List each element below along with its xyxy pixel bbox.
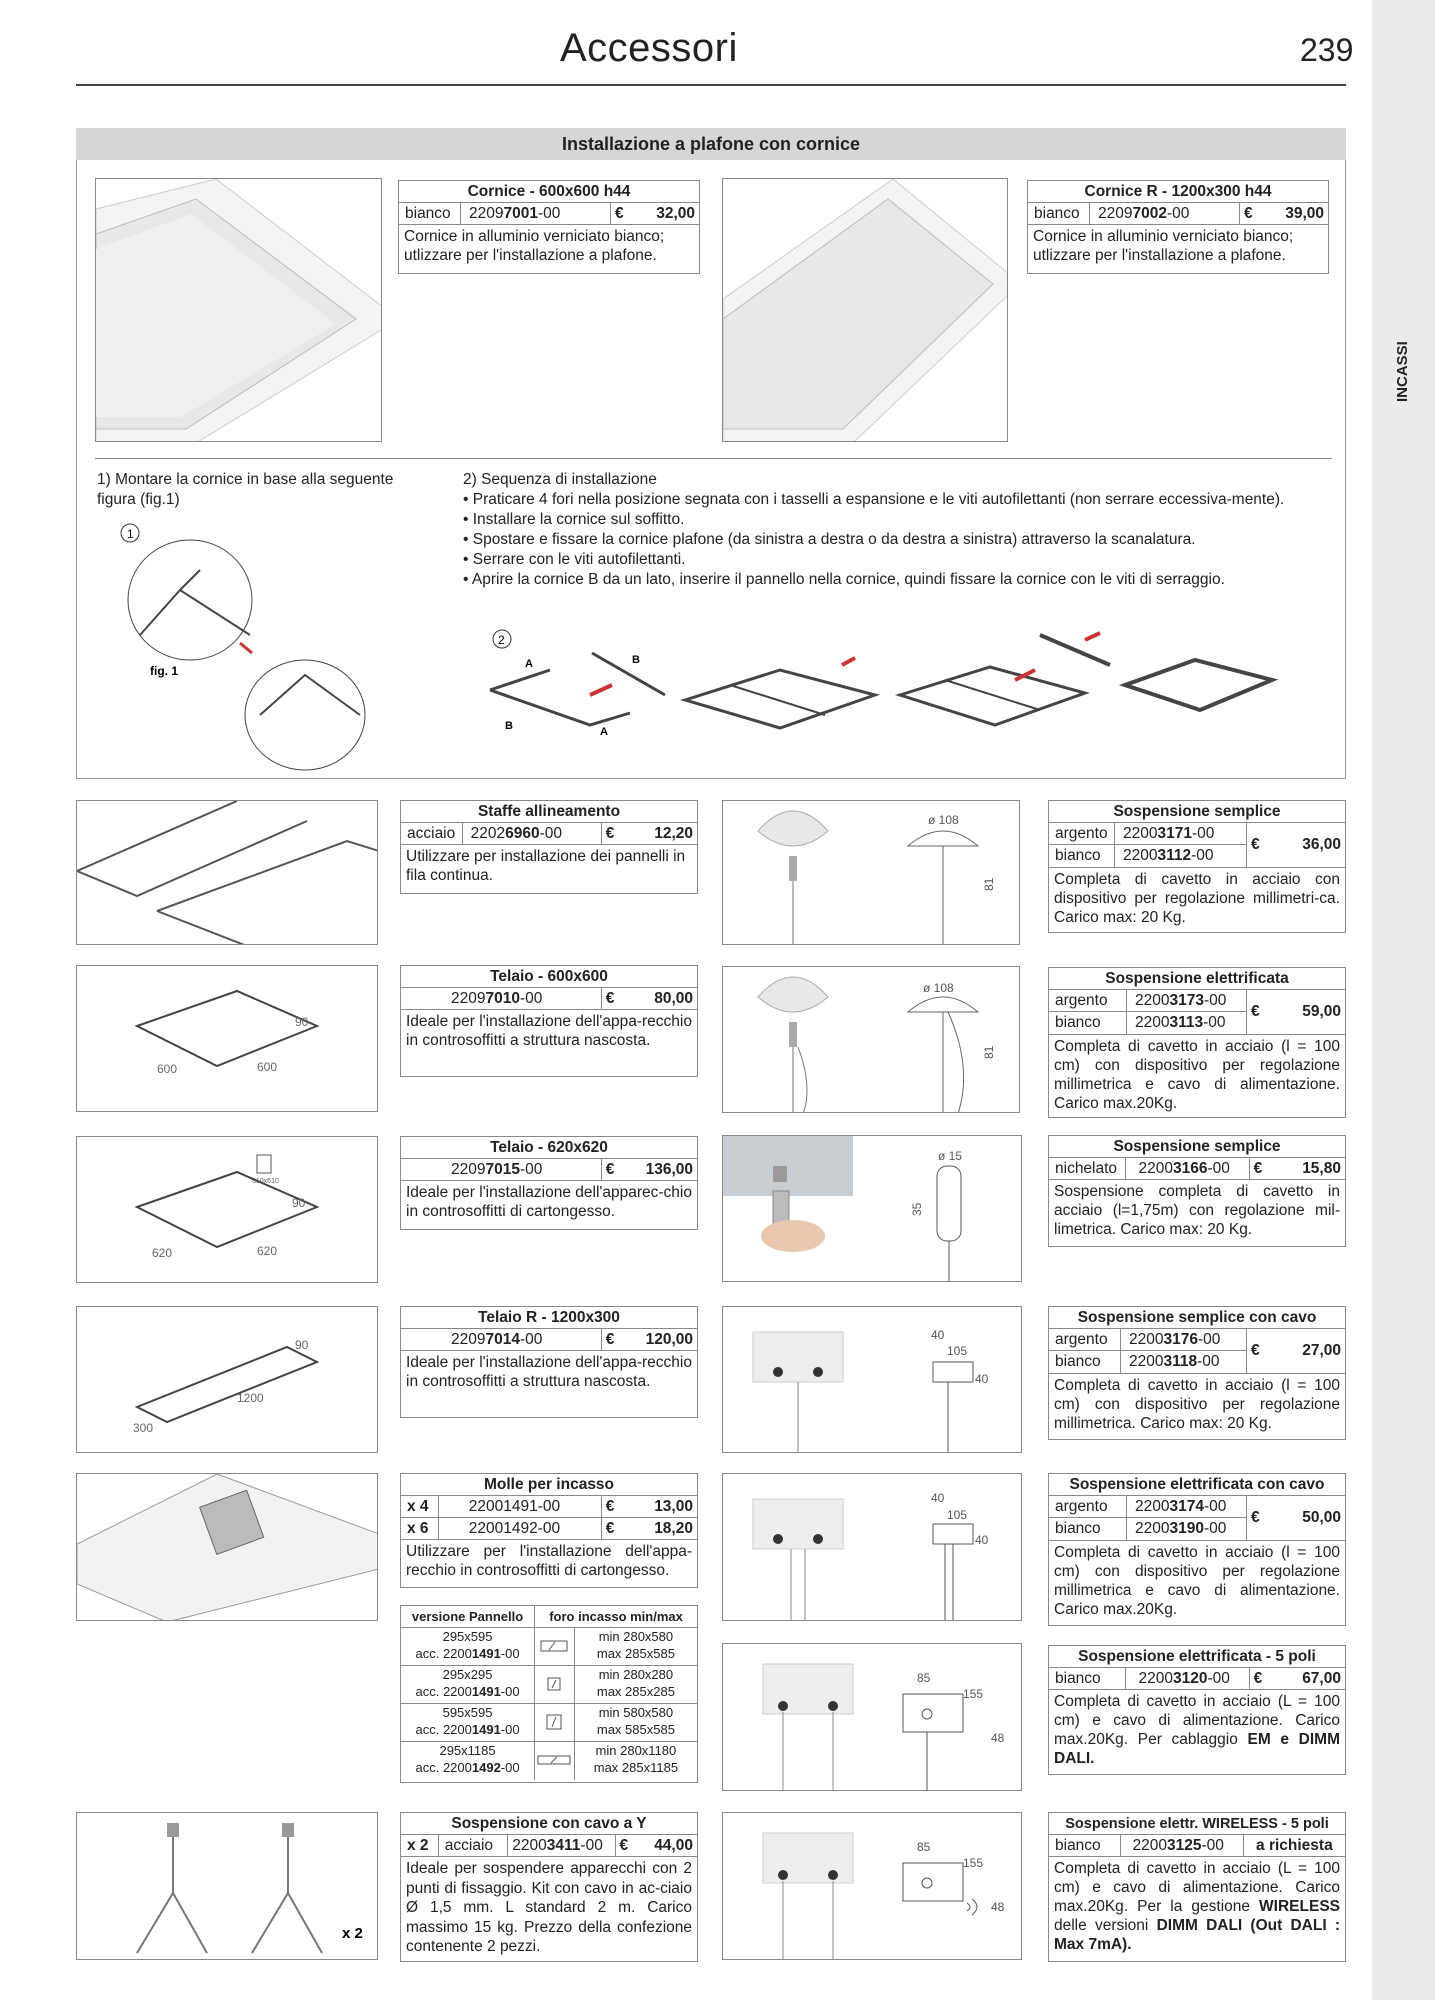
product-code: 22003125-00 bbox=[1121, 1835, 1244, 1856]
price-row: argento 22003171-00 bbox=[1049, 823, 1247, 845]
staffe-card bbox=[400, 800, 698, 894]
header-divider bbox=[76, 84, 1346, 86]
cavo-y-card bbox=[400, 1812, 698, 1962]
table-row: 295x295 acc. 22001491-00 min 280x280 max 285x285 bbox=[401, 1666, 697, 1704]
table-row: 295x1185 acc. 22001492-00 min 280x1180 max 285x1185 bbox=[401, 1742, 697, 1780]
svg-text:155: 155 bbox=[963, 1687, 984, 1701]
product-code: 22097015-00 bbox=[401, 1159, 602, 1180]
card-title: Sospensione elettrificata bbox=[1049, 968, 1345, 990]
susp6-image bbox=[722, 1643, 1022, 1791]
svg-text:A: A bbox=[525, 658, 533, 670]
panel-icon bbox=[535, 1628, 575, 1665]
price-row: argento 22003176-00 bbox=[1049, 1329, 1247, 1351]
molle-table bbox=[400, 1605, 698, 1783]
table-header: versione Pannello foro incasso min/max bbox=[401, 1606, 697, 1628]
staffe-image bbox=[76, 800, 378, 945]
price-row: argento 22003173-00 bbox=[1049, 990, 1247, 1012]
price-row bbox=[1049, 1835, 1345, 1857]
price: € 80,00 bbox=[605, 990, 693, 1007]
product-code: 22097014-00 bbox=[401, 1329, 602, 1350]
svg-text:155: 155 bbox=[963, 1856, 984, 1870]
price: € 67,00 bbox=[1253, 1670, 1341, 1687]
price-row: bianco 22003113-00 bbox=[1049, 1012, 1247, 1034]
product-code: 22026960-00 bbox=[463, 823, 602, 844]
svg-text:A: A bbox=[600, 726, 608, 738]
price-row: bianco 22003190-00 bbox=[1049, 1518, 1247, 1540]
susp1-image bbox=[722, 800, 1020, 945]
product-code: 22001492-00 bbox=[439, 1518, 602, 1539]
svg-text:48: 48 bbox=[991, 1900, 1005, 1914]
sidebar bbox=[1372, 0, 1435, 2000]
product-code: 22097001-00 bbox=[461, 203, 611, 224]
table-row: 295x595 acc. 22001491-00 min 280x580 max 285x585 bbox=[401, 1628, 697, 1666]
susp6-card bbox=[1048, 1645, 1346, 1775]
finish: bianco bbox=[1028, 203, 1090, 224]
price: € 136,00 bbox=[605, 1161, 693, 1178]
price-row: bianco 22003118-00 bbox=[1049, 1351, 1247, 1373]
finish: bianco bbox=[1049, 1835, 1121, 1856]
card-title: Sospensione con cavo a Y bbox=[401, 1813, 697, 1835]
price-row bbox=[1028, 203, 1328, 225]
price-rows bbox=[1049, 990, 1345, 1035]
susp2-image bbox=[722, 966, 1020, 1113]
price-row bbox=[401, 1518, 697, 1540]
svg-text:105: 105 bbox=[947, 1508, 968, 1522]
page-title: Accessori bbox=[560, 26, 738, 70]
card-description: Completa di cavetto in acciaio (l = 100 cm) con dispositivo per regolazione millimetrica e cavo di alimentazione. Carico max.20Kg. bbox=[1054, 1544, 1340, 1618]
svg-text:35: 35 bbox=[910, 1202, 924, 1216]
card-description: Ideale per l'installazione dell'appa-recchio in controsoffitti a struttura nascosta. bbox=[406, 1013, 692, 1049]
card-title: Molle per incasso bbox=[401, 1474, 697, 1496]
card-description: Cornice in alluminio verniciato bianco; utlizzare per l'installazione a plafone. bbox=[1033, 228, 1294, 264]
price-rows bbox=[1049, 1496, 1345, 1541]
price-row bbox=[1049, 1668, 1345, 1690]
quantity: x 2 bbox=[401, 1835, 439, 1856]
svg-text:B: B bbox=[632, 654, 640, 666]
telaio-620-card bbox=[400, 1136, 698, 1230]
step2-text bbox=[463, 470, 1323, 590]
card-description: Sospensione completa di cavetto in acciaio (l=1,75m) con regolazione mil-limetrica. Carico max: 20 Kg. bbox=[1054, 1183, 1340, 1238]
step2-bullet: • Serrare con le viti autofilettanti. bbox=[463, 551, 686, 568]
susp3-image bbox=[722, 1135, 1022, 1282]
price: € 120,00 bbox=[605, 1331, 693, 1348]
svg-text:B: B bbox=[505, 720, 513, 732]
product-code: 22097002-00 bbox=[1090, 203, 1240, 224]
card-description: Completa di cavetto in acciaio (L = 100 cm) e cavo di alimentazione. Carico max.20Kg. Per la gestione WIRELESS delle versioni DIMM DALI (Out DALI : Max 7mA). bbox=[1054, 1860, 1340, 1953]
svg-text:620: 620 bbox=[257, 1244, 278, 1258]
telaio-1200-card bbox=[400, 1306, 698, 1418]
finish: acciaio bbox=[439, 1835, 509, 1856]
step2-bullet: • Praticare 4 fori nella posizione segnata con i tasselli a espansione e le viti autofilettanti (non serrare eccessiva-mente). bbox=[463, 491, 1285, 508]
svg-text:81: 81 bbox=[982, 877, 996, 891]
card-title: Staffe allineamento bbox=[401, 801, 697, 823]
price-row bbox=[1049, 1158, 1345, 1180]
product-code: 22001491-00 bbox=[439, 1496, 602, 1517]
svg-text:90: 90 bbox=[295, 1015, 309, 1029]
svg-text:ø 108: ø 108 bbox=[928, 813, 959, 827]
card-description: Completa di cavetto in acciaio (l = 100 cm) con dispositivo per regolazione millimetrica. Carico max: 20 Kg. bbox=[1054, 1377, 1340, 1432]
step2-title: 2) Sequenza di installazione bbox=[463, 471, 657, 488]
price-row bbox=[401, 1159, 697, 1181]
price-row: argento 22003174-00 bbox=[1049, 1496, 1247, 1518]
finish: bianco bbox=[399, 203, 461, 224]
cornice-600-image bbox=[95, 178, 382, 442]
product-code: 22003166-00 bbox=[1126, 1158, 1249, 1179]
card-description: Completa di cavetto in acciaio con dispositivo per regolazione millimetri-ca. Carico max: 20 Kg. bbox=[1054, 871, 1340, 926]
price-row bbox=[401, 1496, 697, 1518]
card-title: Cornice R - 1200x300 h44 bbox=[1028, 181, 1328, 203]
susp7-image bbox=[722, 1812, 1022, 1960]
price: € 12,20 bbox=[605, 825, 693, 842]
card-description: Utilizzare per installazione dei pannelli in fila continua. bbox=[406, 848, 686, 884]
svg-text:90: 90 bbox=[292, 1196, 306, 1210]
section-divider bbox=[95, 458, 1332, 459]
quantity: x 4 bbox=[401, 1496, 439, 1517]
svg-text:40: 40 bbox=[931, 1491, 945, 1505]
finish: acciaio bbox=[401, 823, 463, 844]
svg-text:48: 48 bbox=[991, 1731, 1005, 1745]
price: € 13,00 bbox=[605, 1498, 693, 1515]
product-code: 22003120-00 bbox=[1126, 1668, 1249, 1689]
svg-text:610x610: 610x610 bbox=[252, 1178, 279, 1185]
telaio-600-card bbox=[400, 965, 698, 1077]
panel-icon bbox=[535, 1704, 575, 1741]
price: € 18,20 bbox=[605, 1520, 693, 1537]
svg-text:85: 85 bbox=[917, 1840, 931, 1854]
susp7-card bbox=[1048, 1812, 1346, 1962]
card-title: Sospensione semplice bbox=[1049, 801, 1345, 823]
price: € 32,00 bbox=[615, 205, 695, 222]
price-row bbox=[399, 203, 699, 225]
price-row bbox=[401, 988, 697, 1010]
finish: bianco bbox=[1049, 1668, 1126, 1689]
price-row bbox=[401, 1329, 697, 1351]
price-row: bianco 22003112-00 bbox=[1049, 845, 1247, 867]
svg-text:40: 40 bbox=[975, 1372, 989, 1386]
price-row bbox=[401, 823, 697, 845]
step2-bullet: • Installare la cornice sul soffitto. bbox=[463, 511, 685, 528]
svg-text:85: 85 bbox=[917, 1671, 931, 1685]
price: € 59,00 bbox=[1251, 1003, 1341, 1020]
card-title: Sospensione semplice con cavo bbox=[1049, 1307, 1345, 1329]
telaio-1200-image bbox=[76, 1306, 378, 1453]
telaio-600-image bbox=[76, 965, 378, 1112]
susp1-card bbox=[1048, 800, 1346, 933]
price: € 27,00 bbox=[1251, 1342, 1341, 1359]
price-row bbox=[401, 1835, 697, 1857]
svg-text:300: 300 bbox=[133, 1421, 154, 1435]
svg-text:81: 81 bbox=[982, 1045, 996, 1059]
susp4-image bbox=[722, 1306, 1022, 1453]
susp5-card bbox=[1048, 1473, 1346, 1626]
susp3-card bbox=[1048, 1135, 1346, 1247]
cornice-1200-image bbox=[722, 178, 1008, 442]
card-description: Utilizzare per l'installazione dell'appa-recchio in controsoffitti di cartongesso. bbox=[406, 1543, 692, 1579]
page-number: 239 bbox=[1300, 32, 1354, 68]
step1-text: 1) Montare la cornice in base alla seguente figura (fig.1) bbox=[97, 471, 394, 508]
step2-bullet: • Spostare e fissare la cornice plafone (da sinistra a destra o da destra a sinistra) attraverso la scanalatura. bbox=[463, 531, 1196, 548]
molle-image bbox=[76, 1473, 378, 1621]
svg-text:1200: 1200 bbox=[237, 1391, 264, 1405]
step2-bullet: • Aprire la cornice B da un lato, inserire il pannello nella cornice, quindi fissare la cornice con le viti di serraggio. bbox=[463, 571, 1225, 588]
cavo-y-image bbox=[76, 1812, 378, 1960]
quantity: x 6 bbox=[401, 1518, 439, 1539]
svg-text:40: 40 bbox=[975, 1533, 989, 1547]
card-title: Telaio - 600x600 bbox=[401, 966, 697, 988]
susp4-card bbox=[1048, 1306, 1346, 1440]
svg-text:600: 600 bbox=[257, 1060, 278, 1074]
svg-text:600: 600 bbox=[157, 1062, 178, 1076]
price: € 39,00 bbox=[1244, 205, 1324, 222]
section-title: Installazione a plafone con cornice bbox=[76, 128, 1346, 160]
card-title: Telaio - 620x620 bbox=[401, 1137, 697, 1159]
panel-icon bbox=[535, 1742, 575, 1780]
cornice-600-card bbox=[398, 180, 700, 274]
price: € 44,00 bbox=[619, 1837, 693, 1854]
card-title: Telaio R - 1200x300 bbox=[401, 1307, 697, 1329]
product-code: 22097010-00 bbox=[401, 988, 602, 1009]
step2-diagram bbox=[480, 625, 1320, 750]
svg-text:2: 2 bbox=[498, 633, 505, 647]
price: € 15,80 bbox=[1253, 1160, 1341, 1177]
product-code: 22003411-00 bbox=[508, 1835, 615, 1856]
price-rows bbox=[1049, 823, 1345, 868]
svg-text:x 2: x 2 bbox=[342, 1925, 363, 1942]
susp5-image bbox=[722, 1473, 1022, 1621]
card-description: Ideale per l'installazione dell'appa-recchio in controsoffitti a struttura nascosta. bbox=[406, 1354, 692, 1390]
price-rows bbox=[1049, 1329, 1345, 1374]
svg-text:620: 620 bbox=[152, 1246, 173, 1260]
sidebar-label: INCASSI bbox=[1394, 341, 1411, 402]
svg-text:ø 15: ø 15 bbox=[938, 1149, 963, 1163]
card-title: Cornice - 600x600 h44 bbox=[399, 181, 699, 203]
svg-text:105: 105 bbox=[947, 1344, 968, 1358]
svg-text:fig. 1: fig. 1 bbox=[150, 664, 179, 678]
susp2-card bbox=[1048, 967, 1346, 1118]
telaio-620-image bbox=[76, 1136, 378, 1283]
card-title: Sospensione elettr. WIRELESS - 5 poli bbox=[1049, 1813, 1345, 1835]
svg-text:ø 108: ø 108 bbox=[923, 981, 954, 995]
card-title: Sospensione elettrificata con cavo bbox=[1049, 1474, 1345, 1496]
card-title: Sospensione elettrificata - 5 poli bbox=[1049, 1646, 1345, 1668]
finish: nichelato bbox=[1049, 1158, 1126, 1179]
card-description: Ideale per l'installazione dell'apparec-chio in controsoffitti di cartongesso. bbox=[406, 1184, 692, 1220]
molle-card bbox=[400, 1473, 698, 1588]
card-description: Cornice in alluminio verniciato bianco; utlizzare per l'installazione a plafone. bbox=[404, 228, 665, 264]
panel-icon bbox=[535, 1666, 575, 1703]
price: € 50,00 bbox=[1251, 1509, 1341, 1526]
price: € 36,00 bbox=[1251, 836, 1341, 853]
svg-text:1: 1 bbox=[127, 527, 134, 541]
svg-text:40: 40 bbox=[931, 1328, 945, 1342]
card-description: Completa di cavetto in acciaio (l = 100 cm) con dispositivo per regolazione millimetrica e cavo di alimentazione. Carico max.20Kg. bbox=[1054, 1038, 1340, 1112]
price: a richiesta bbox=[1256, 1837, 1333, 1854]
card-title: Sospensione semplice bbox=[1049, 1136, 1345, 1158]
card-description: Completa di cavetto in acciaio (L = 100 cm) e cavo di alimentazione. Carico max.20Kg. Per cablaggio EM e DIMM DALI. bbox=[1054, 1693, 1340, 1767]
step1-diagram bbox=[100, 515, 380, 775]
card-description: Ideale per sospendere apparecchi con 2 punti di fissaggio. Kit con cavo in ac-ciaio Ø 1,5 mm. L standard 2 m. Carico massimo 15 kg. Prezzo della confezione contenente 2 pezzi. bbox=[406, 1860, 692, 1955]
cornice-1200-card bbox=[1027, 180, 1329, 274]
table-row: 595x595 acc. 22001491-00 min 580x580 max 585x585 bbox=[401, 1704, 697, 1742]
svg-text:90: 90 bbox=[295, 1338, 309, 1352]
